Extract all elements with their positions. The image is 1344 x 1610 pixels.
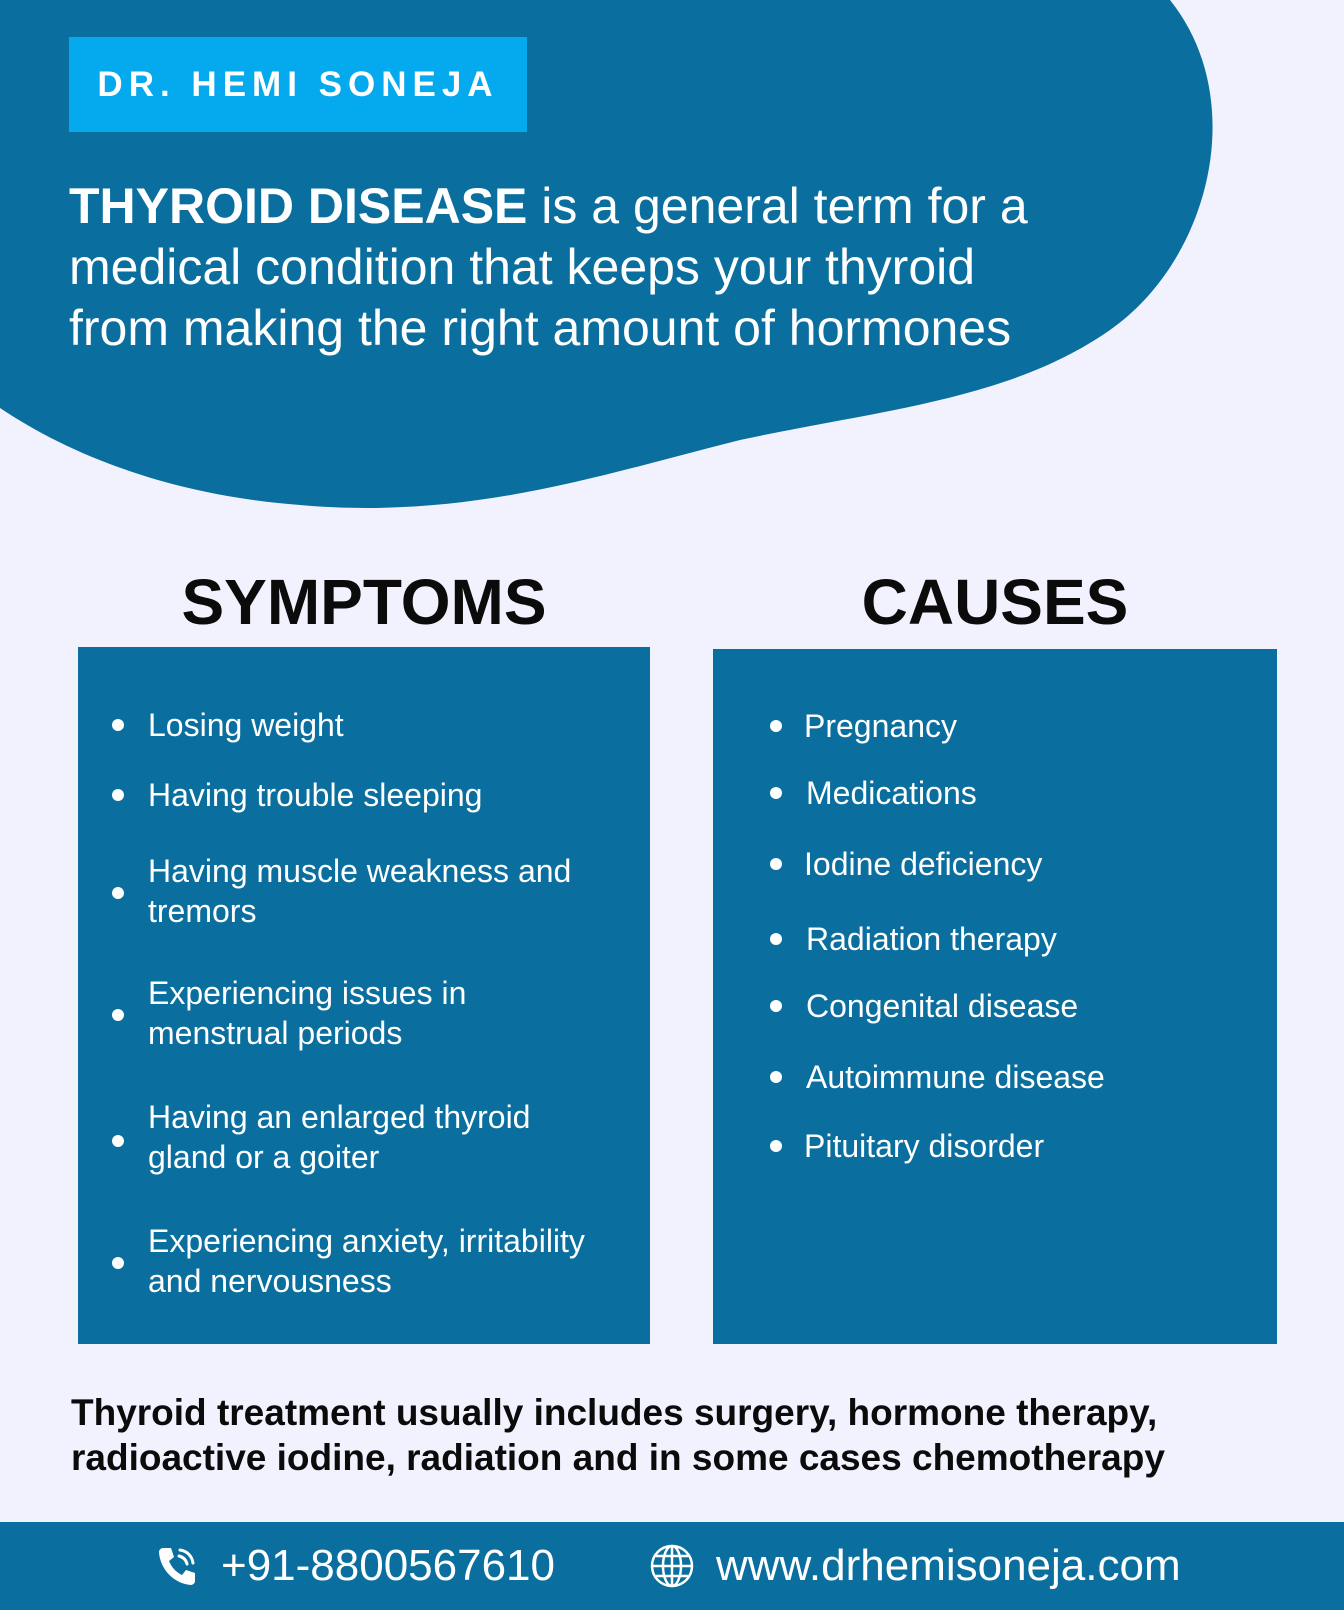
cause-item: Pituitary disorder [804, 1128, 1045, 1164]
cause-item: Pregnancy [804, 708, 957, 744]
symptom-item: Having muscle weakness and tremors [148, 853, 572, 929]
treatment-note: Thyroid treatment usually includes surgery, hormone therapy, radioactive iodine, radiation and in some cases chemotherapy [71, 1392, 1165, 1478]
intro-description: is a general term for a medical condition that keeps your thyroid from making the right amount of hormones [69, 178, 1028, 356]
bullet-icon [112, 1257, 124, 1269]
bullet-icon [112, 887, 124, 899]
symptom-item: Having trouble sleeping [148, 777, 483, 813]
cause-item: Autoimmune disease [806, 1059, 1105, 1095]
brand-name: DR. HEMI SONEJA [97, 64, 499, 104]
bullet-icon [770, 933, 782, 945]
bullet-icon [112, 789, 124, 801]
bullet-icon [112, 1135, 124, 1147]
website-url: www.drhemisoneja.com [716, 1541, 1181, 1590]
phone-contact[interactable] [153, 1522, 555, 1610]
symptoms-title: SYMPTOMS [181, 566, 547, 638]
cause-item: Radiation therapy [806, 921, 1057, 957]
cause-item: Congenital disease [806, 988, 1079, 1024]
bullet-icon [770, 1000, 782, 1012]
bullet-icon [770, 1140, 782, 1152]
phone-number: +91-8800567610 [221, 1541, 555, 1590]
contact-footer [0, 1522, 1344, 1610]
bullet-icon [770, 720, 782, 732]
phone-icon [153, 1542, 201, 1590]
bullet-icon [770, 858, 782, 870]
bullet-icon [770, 787, 782, 799]
symptom-item: Experiencing anxiety, irritability and nervousness [148, 1223, 585, 1299]
bullet-icon [112, 1009, 124, 1021]
symptom-item: Having an enlarged thyroid gland or a goiter [148, 1099, 531, 1175]
globe-icon [648, 1542, 696, 1590]
bullet-icon [112, 719, 124, 731]
website-link[interactable] [648, 1522, 1181, 1610]
cause-item: Medications [806, 775, 977, 811]
symptoms-panel [78, 647, 650, 1344]
causes-panel [713, 649, 1277, 1344]
symptom-item: Experiencing issues in menstrual periods [148, 975, 467, 1051]
bullet-icon [770, 1071, 782, 1083]
symptom-item: Losing weight [148, 707, 344, 743]
causes-title: CAUSES [861, 566, 1129, 638]
brand-badge [69, 37, 527, 132]
intro-highlight: THYROID DISEASE [69, 178, 528, 234]
cause-item: Iodine deficiency [804, 846, 1043, 882]
intro-text [69, 176, 1049, 359]
